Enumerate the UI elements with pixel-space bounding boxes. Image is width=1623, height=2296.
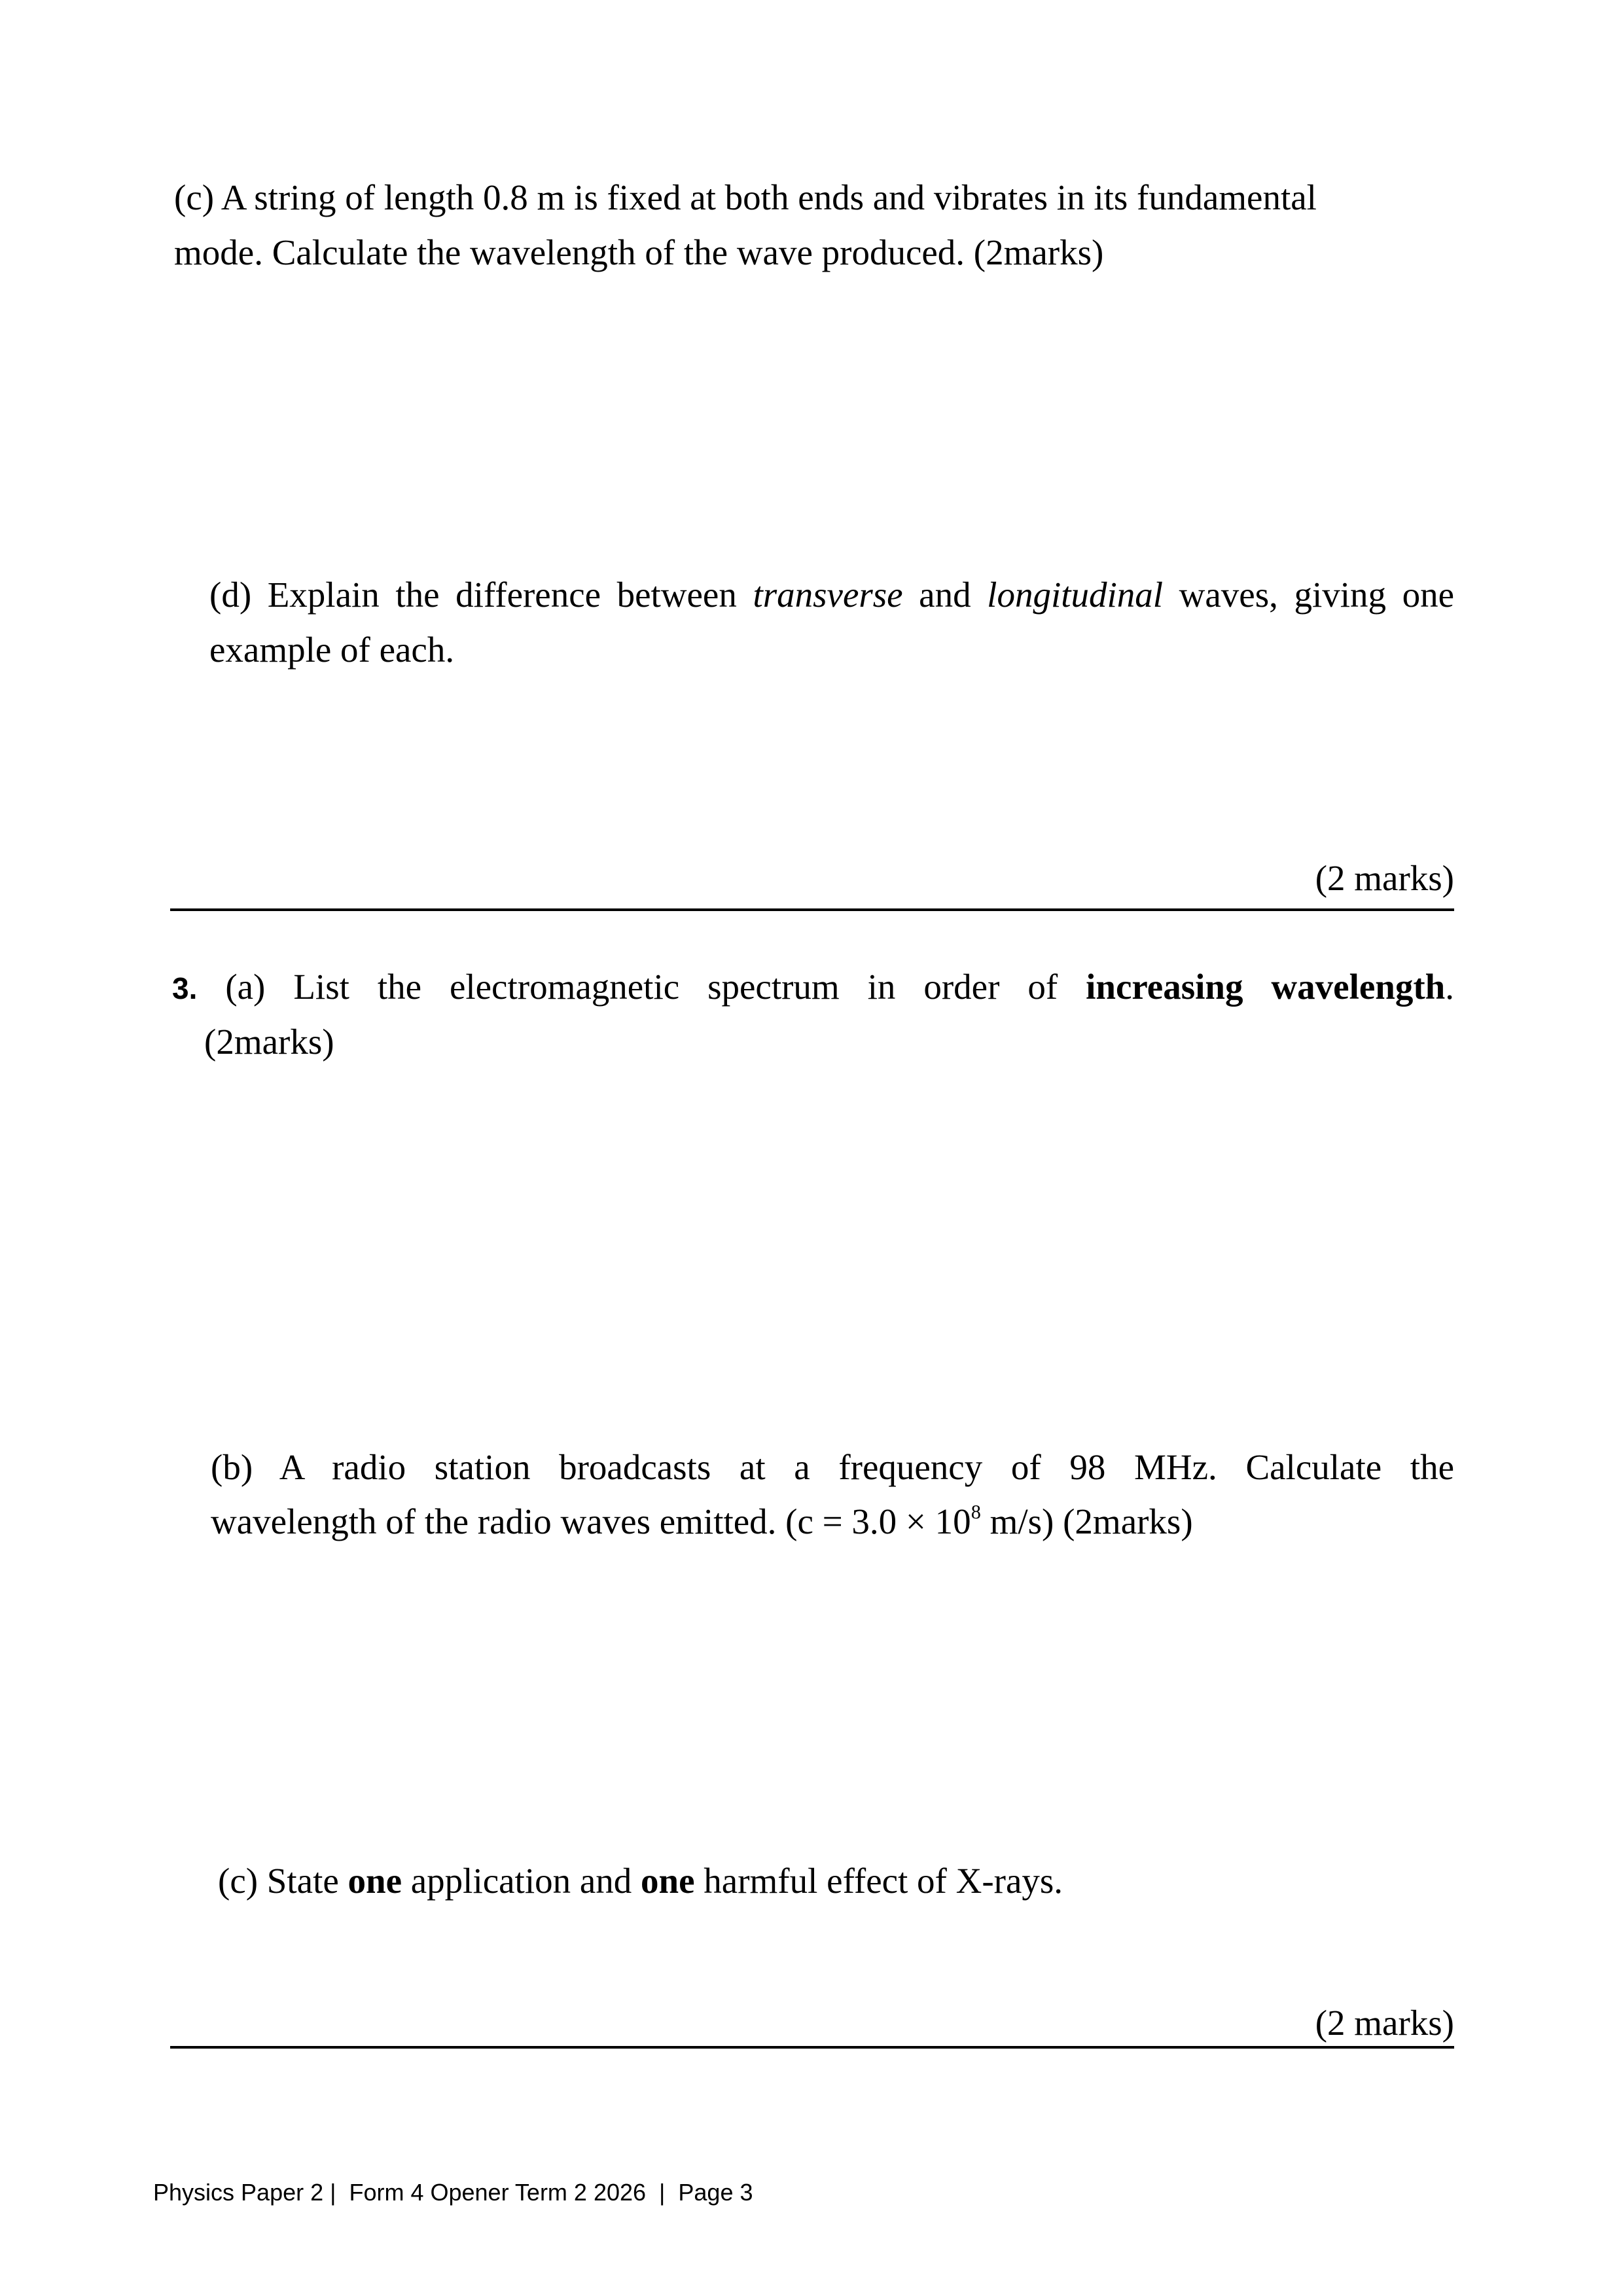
q3c-text-3: harmful effect of X-rays. (694, 1861, 1063, 1901)
question-3a-line-1 (172, 960, 1454, 1014)
q2d-text-pre: (d) Explain the difference between (209, 575, 753, 615)
question-2d-line-1 (209, 567, 1454, 622)
question-2c-line-1: (c) A string of length 0.8 m is fixed at both ends and vibrates in its fundamental (174, 177, 1317, 217)
q3a-emphasis: increasing wavelength (1086, 967, 1446, 1007)
question-3b-line-1: (b) A radio station broadcasts at a frequency of 98 MHz. Calculate the (211, 1447, 1454, 1487)
marks-label-q2: (2 marks) (1315, 858, 1454, 898)
section-divider-2 (170, 2046, 1454, 2049)
q3c-text-2: application and (402, 1861, 641, 1901)
q3b-text-post: m/s) (2marks) (980, 1501, 1193, 1541)
q3c-text-1: (c) State (218, 1861, 348, 1901)
q2d-term-longitudinal: longitudinal (987, 575, 1164, 615)
question-number-3: 3. (172, 971, 198, 1005)
question-2d-line-2: example of each. (209, 630, 455, 670)
q3b-text-pre: wavelength of the radio waves emitted. (c = 3.0 × 10 (211, 1501, 971, 1541)
q2d-term-transverse: transverse (753, 575, 903, 615)
q3a-text-post: . (1445, 967, 1455, 1007)
q3a-text-pre: (a) List the electromagnetic spectrum in order of (225, 967, 1086, 1007)
q3c-bold-2: one (641, 1861, 695, 1901)
page-footer: Physics Paper 2 | Form 4 Opener Term 2 2026 | Page 3 (153, 2179, 753, 2206)
q2d-text-mid: and (902, 575, 988, 615)
q3b-exponent: 8 (971, 1501, 981, 1524)
q2d-text-post: waves, giving one (1163, 575, 1455, 615)
question-3b-line-2 (211, 1494, 1193, 1554)
q3c-bold-1: one (348, 1861, 402, 1901)
section-divider-1 (170, 908, 1454, 911)
question-3c-line-1 (218, 1854, 1063, 1909)
question-2c-line-2: mode. Calculate the wavelength of the wave produced. (2marks) (174, 232, 1104, 272)
question-3a-line-2: (2marks) (204, 1022, 334, 1062)
marks-label-q3: (2 marks) (1315, 2003, 1454, 2043)
